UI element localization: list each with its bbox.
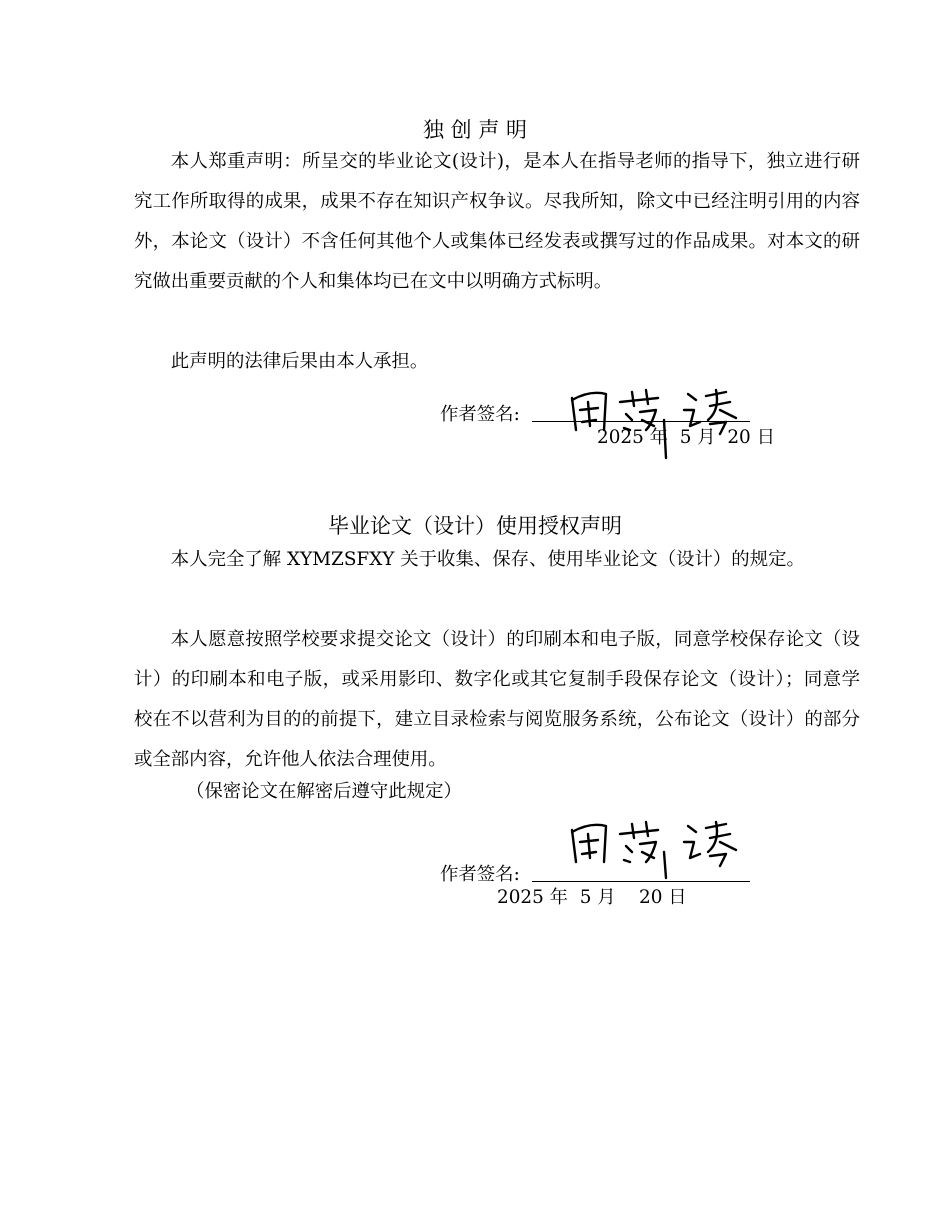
originality-signature-label: 作者签名: xyxy=(440,404,520,425)
authorization-signature-label: 作者签名: xyxy=(440,864,520,885)
originality-handwritten-signature xyxy=(560,380,760,460)
originality-paragraph-1: 本人郑重声明：所呈交的毕业论文(设计)，是本人在指导老师的指导下，独立进行研究工作所取得的成果，成果不存在知识产权争议。尽我所知，除文中已经注明引用的内容外，本论文（设计）不含任何其他个人或集体已经发表或撰写过的作品成果。对本文的研究做出重要贡献的个人和集体均已在文中以明确方式标明。 xyxy=(134,151,860,292)
authorization-date: 2025 年 5 月 20 日 xyxy=(497,887,687,908)
authorization-paragraph-2: 本人愿意按照学校要求提交论文（设计）的印刷本和电子版，同意学校保存论文（设计）的印刷本和电子版，或采用影印、数字化或其它复制手段保存论文（设计）；同意学校在不以营利为目的的前提下，建立目录检索与阅览服务系统，公布论文（设计）的部分或全部内容，允许他人依法合理使用。 xyxy=(134,629,860,770)
originality-title: 独 创 声 明 xyxy=(422,118,528,142)
originality-date: 2025 年 5 月 20 日 xyxy=(597,427,775,448)
originality-paragraph-2: 此声明的法律后果由本人承担。 xyxy=(170,351,429,372)
authorization-note: （保密论文在解密后遵守此规定） xyxy=(186,781,462,802)
authorization-handwritten-signature xyxy=(560,812,760,892)
authorization-paragraph-1: 本人完全了解 XYMZSFXY 关于收集、保存、使用毕业论文（设计）的规定。 xyxy=(170,549,805,570)
authorization-title: 毕业论文（设计）使用授权声明 xyxy=(328,514,622,538)
